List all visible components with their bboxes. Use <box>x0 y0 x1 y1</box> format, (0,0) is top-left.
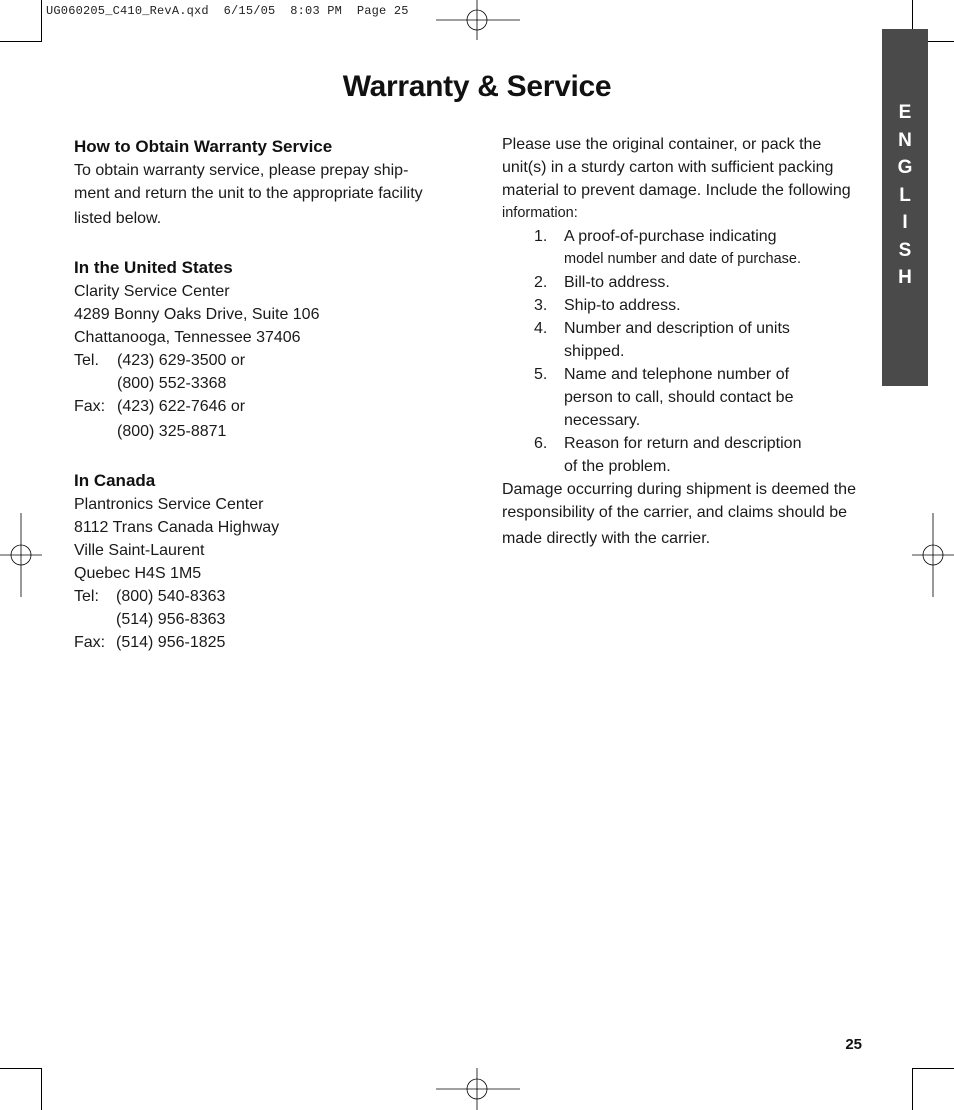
us-center-name: Clarity Service Center <box>74 283 230 300</box>
tab-letter: E <box>898 102 912 123</box>
canada-fax-row <box>74 631 454 654</box>
closing-line: responsibility of the carrier, and claims should be <box>502 504 848 521</box>
list-item-text <box>564 363 887 432</box>
list-item-number: 5. <box>534 366 548 383</box>
list-item-line: Reason for return and description <box>564 435 802 452</box>
tab-letter: L <box>899 184 911 206</box>
us-fax-1: (423) 622-7646 or <box>117 398 246 415</box>
canada-heading: In Canada <box>74 471 156 490</box>
tab-letter: G <box>897 157 913 178</box>
intro-line: information: <box>502 205 578 221</box>
list-item <box>502 317 887 363</box>
us-tel-label: Tel. <box>74 352 99 369</box>
canada-tel-2: (514) 956-8363 <box>116 611 226 628</box>
canada-province: Quebec H4S 1M5 <box>74 565 202 582</box>
closing-line: Damage occurring during shipment is deemed the <box>502 481 856 498</box>
us-city: Chattanooga, Tennessee 37406 <box>74 329 301 346</box>
canada-tel-row <box>74 585 454 608</box>
intro-line: Please use the original container, or pack the <box>502 136 822 153</box>
language-tab-letters <box>882 99 928 292</box>
left-column <box>74 135 454 680</box>
list-item-line: necessary. <box>564 412 641 429</box>
list-item-line: person to call, should contact be <box>564 389 794 406</box>
list-item-line: Bill-to address. <box>564 274 670 291</box>
return-info-list <box>502 225 887 478</box>
list-item-text <box>564 225 887 271</box>
crop-mark-top-left-v <box>41 0 42 42</box>
list-item <box>502 225 887 271</box>
tab-letter: I <box>902 212 908 233</box>
list-item-number: 3. <box>534 297 548 314</box>
list-item-text <box>564 432 887 478</box>
canada-fax-label: Fax: <box>74 634 106 651</box>
list-item-text <box>564 294 887 317</box>
us-tel-row <box>74 349 454 372</box>
list-item-line: model number and date of purchase. <box>564 251 801 267</box>
intro-line: material to prevent damage. Include the following <box>502 182 851 199</box>
tab-letter: N <box>898 129 912 151</box>
crop-mark-bottom-left-h <box>0 1068 42 1069</box>
us-tel-1: (423) 629-3500 or <box>117 352 246 369</box>
canada-street: 8112 Trans Canada Highway <box>74 519 280 536</box>
canada-tel-1: (800) 540-8363 <box>116 588 226 605</box>
print-slug: UG060205_C410_RevA.qxd 6/15/05 8:03 PM Page 25 <box>46 4 409 18</box>
list-item-number: 6. <box>534 435 548 452</box>
list-item-number: 1. <box>534 228 548 245</box>
list-item-line: Ship-to address. <box>564 297 681 314</box>
tab-letter: H <box>898 267 912 288</box>
list-item <box>502 271 887 294</box>
list-item <box>502 432 887 478</box>
tab-letter: S <box>898 239 912 261</box>
registration-mark-left-icon <box>0 513 42 597</box>
list-item <box>502 363 887 432</box>
obtain-line: ment and return the unit to the appropriate facility <box>74 185 423 202</box>
canada-fax-1: (514) 956-1825 <box>116 634 226 651</box>
us-heading: In the United States <box>74 258 233 277</box>
list-item-line: Number and description of units <box>564 320 790 337</box>
crop-mark-bottom-right-h <box>912 1068 954 1069</box>
list-item-number: 2. <box>534 274 548 291</box>
canada-tel-label: Tel: <box>74 588 99 605</box>
obtain-line: listed below. <box>74 210 162 227</box>
us-fax-label: Fax: <box>74 398 106 415</box>
obtain-line: To obtain warranty service, please prepay ship- <box>74 162 409 179</box>
obtain-section <box>74 135 454 230</box>
list-item-line: of the problem. <box>564 458 671 475</box>
canada-center-name: Plantronics Service Center <box>74 496 264 513</box>
right-column <box>502 133 887 550</box>
crop-mark-bottom-right-v <box>912 1068 913 1110</box>
list-item-text <box>564 317 887 363</box>
canada-city: Ville Saint-Laurent <box>74 542 205 559</box>
list-item <box>502 294 887 317</box>
page-number: 25 <box>845 1036 862 1053</box>
list-item-line: A proof-of-purchase indicating <box>564 228 777 245</box>
crop-mark-bottom-left-v <box>41 1068 42 1110</box>
canada-section <box>74 469 454 654</box>
list-item-line: shipped. <box>564 343 625 360</box>
us-tel-2: (800) 552-3368 <box>117 375 227 392</box>
list-item-text <box>564 271 887 294</box>
registration-mark-top-icon <box>436 0 520 40</box>
intro-line: unit(s) in a sturdy carton with sufficient packing <box>502 159 834 176</box>
us-fax-row <box>74 395 454 418</box>
us-street: 4289 Bonny Oaks Drive, Suite 106 <box>74 306 320 323</box>
list-item-number: 4. <box>534 320 548 337</box>
language-tab <box>882 29 928 386</box>
registration-mark-bottom-icon <box>436 1068 520 1110</box>
page-title: Warranty & Service <box>342 70 612 103</box>
closing-line: made directly with the carrier. <box>502 530 711 547</box>
us-section <box>74 256 454 443</box>
list-item-line: Name and telephone number of <box>564 366 790 383</box>
registration-mark-right-icon <box>912 513 954 597</box>
crop-mark-top-left-h <box>0 41 42 42</box>
us-fax-2: (800) 325-8871 <box>117 423 227 440</box>
obtain-heading: How to Obtain Warranty Service <box>74 137 333 156</box>
